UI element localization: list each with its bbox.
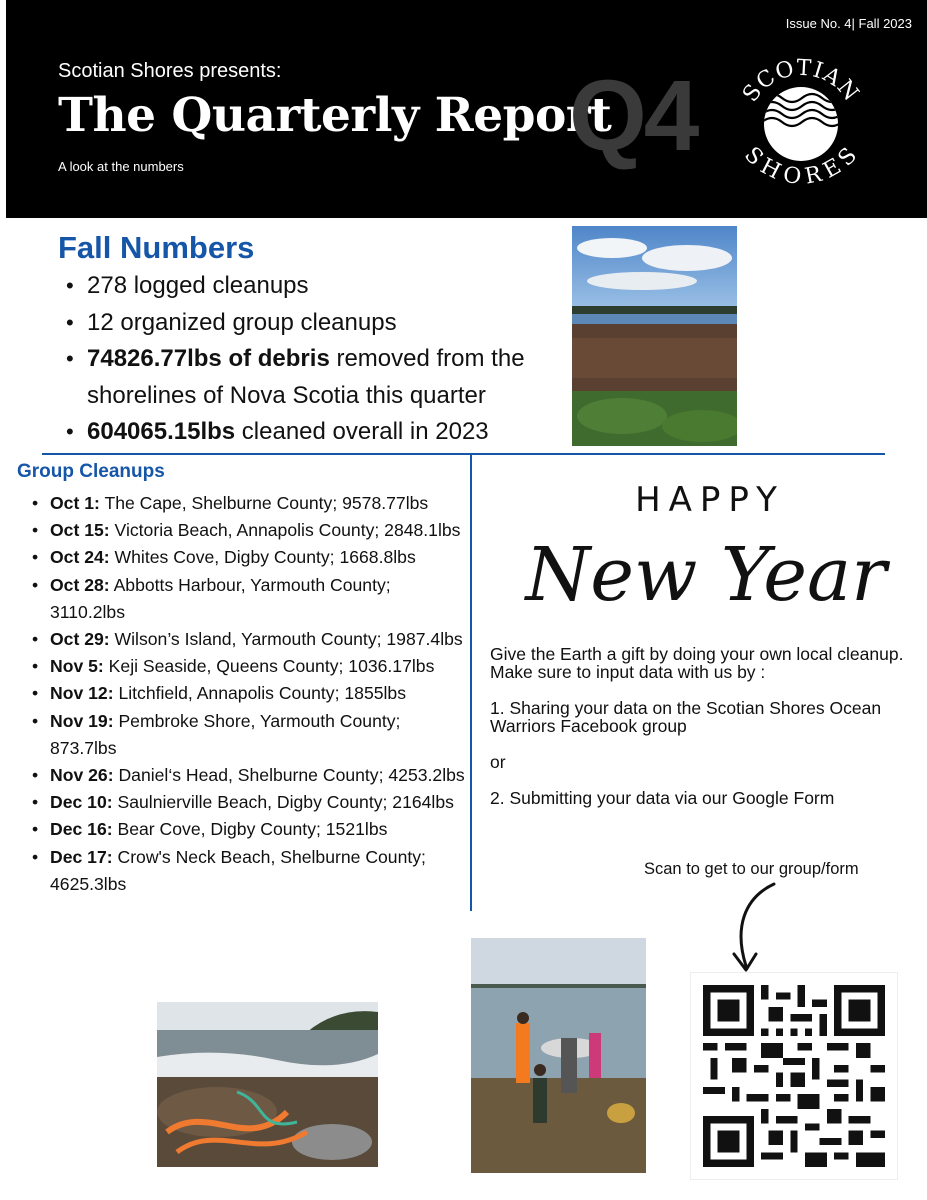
list-item: • Oct 24: Whites Cove, Digby County; 1668.8lbs: [30, 544, 470, 571]
svg-text:SCOTIAN: SCOTIAN: [738, 58, 864, 107]
list-item: • 12 organized group cleanups: [62, 305, 572, 342]
page-subtitle: A look at the numbers: [58, 159, 184, 174]
list-item: • Oct 1: The Cape, Shelburne County; 9578.77lbs: [30, 490, 470, 517]
list-item: • Dec 10: Saulnierville Beach, Digby County; 2164lbs: [30, 789, 470, 816]
scotian-shores-logo: [736, 58, 866, 190]
horizontal-divider: [42, 453, 885, 455]
cta-step-one: 1. Sharing your data on the Scotian Shores Ocean Warriors Facebook group: [490, 698, 882, 736]
call-to-action: [490, 645, 910, 807]
list-item: • 74826.77lbs of debris removed from the shorelines of Nova Scotia this quarter: [62, 341, 572, 414]
issue-label: Issue No. 4| Fall 2023: [785, 16, 912, 31]
marsh-photo: [572, 226, 737, 446]
scan-caption: Scan to get to our group/form: [644, 860, 859, 878]
list-item: • Nov 19: Pembroke Shore, Yarmouth County; 873.7lbs: [30, 708, 470, 762]
quarter-label: Q4: [569, 60, 697, 172]
page-title: The Quarterly Report: [58, 88, 612, 143]
cta-or: or: [490, 752, 506, 772]
list-item: • Oct 15: Victoria Beach, Annapolis County; 2848.1lbs: [30, 517, 470, 544]
svg-text:New Year: New Year: [525, 532, 887, 618]
cleanup-team-photo: [471, 938, 646, 1173]
list-item: • Nov 26: Daniel‘s Head, Shelburne County; 4253.2lbs: [30, 762, 470, 789]
list-item: • Dec 16: Bear Cove, Digby County; 1521lbs: [30, 816, 470, 843]
list-item: • Dec 17: Crow's Neck Beach, Shelburne County; 4625.3lbs: [30, 844, 470, 898]
fall-numbers-list: [62, 268, 572, 451]
list-item: • Oct 28: Abbotts Harbour, Yarmouth County; 3110.2lbs: [30, 572, 470, 626]
cta-intro: Give the Earth a gift by doing your own local cleanup. Make sure to input data with us by :: [490, 644, 904, 682]
list-item: • 278 logged cleanups: [62, 268, 572, 305]
new-year-script: [506, 522, 906, 647]
happy-heading: HAPPY: [635, 480, 785, 520]
list-item: • 604065.15lbs cleaned overall in 2023: [62, 414, 572, 451]
qr-code-icon[interactable]: [703, 985, 885, 1167]
header-banner: [6, 0, 927, 218]
group-cleanups-heading: Group Cleanups: [17, 461, 165, 482]
shore-debris-photo: [157, 1002, 378, 1167]
svg-text:SHORES: SHORES: [739, 142, 863, 190]
qr-code-card[interactable]: [690, 972, 898, 1180]
presents-line: Scotian Shores presents:: [58, 60, 282, 82]
list-item: • Oct 29: Wilson’s Island, Yarmouth County; 1987.4lbs: [30, 626, 470, 653]
cta-step-two: 2. Submitting your data via our Google Form: [490, 788, 835, 808]
fall-numbers-heading: Fall Numbers: [58, 230, 255, 265]
group-cleanups-list: [30, 490, 470, 898]
list-item: • Nov 5: Keji Seaside, Queens County; 1036.17lbs: [30, 653, 470, 680]
curved-arrow-icon: [724, 878, 784, 978]
list-item: • Nov 12: Litchfield, Annapolis County; 1855lbs: [30, 680, 470, 707]
vertical-divider: [470, 455, 472, 911]
